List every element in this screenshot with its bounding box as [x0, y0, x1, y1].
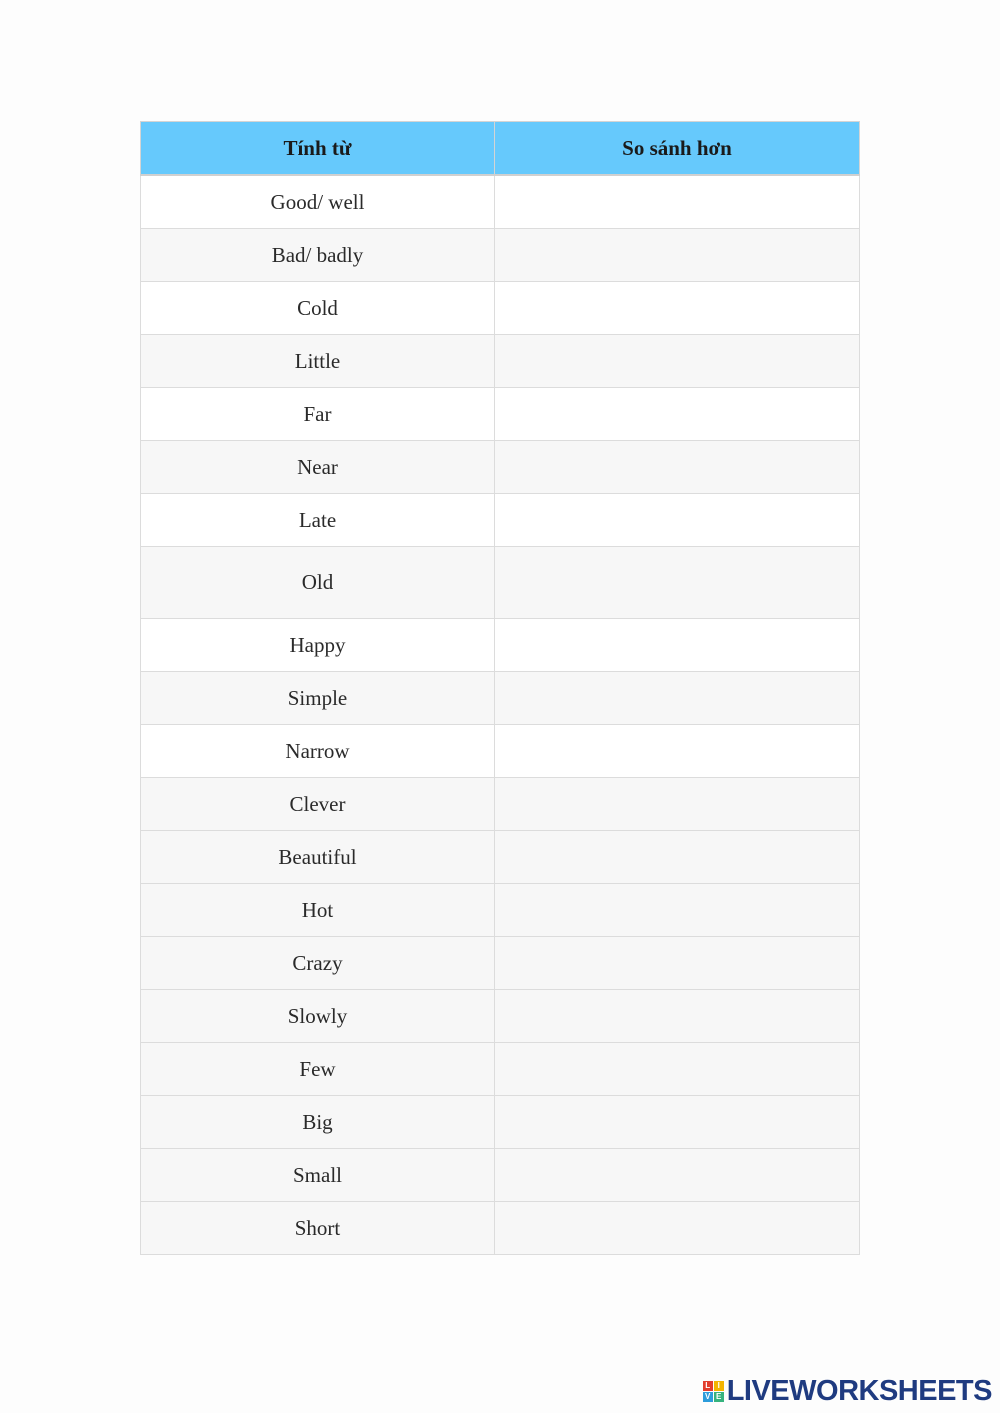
table-row	[141, 619, 860, 672]
answer-cell[interactable]	[495, 937, 860, 990]
adjective-cell: Happy	[141, 619, 495, 672]
table-row	[141, 1096, 860, 1149]
adjective-cell: Little	[141, 335, 495, 388]
table-row	[141, 335, 860, 388]
adjective-cell: Crazy	[141, 937, 495, 990]
answer-cell[interactable]	[495, 282, 860, 335]
table-row	[141, 388, 860, 441]
table-row	[141, 778, 860, 831]
column-header-adjective: Tính từ	[141, 122, 495, 176]
adjective-cell: Cold	[141, 282, 495, 335]
table-row	[141, 831, 860, 884]
table-row	[141, 1202, 860, 1255]
brand-name: LIVEWORKSHEETS	[726, 1375, 992, 1407]
adjective-cell: Good/ well	[141, 175, 495, 229]
answer-cell[interactable]	[495, 619, 860, 672]
answer-cell[interactable]	[495, 175, 860, 229]
adjective-cell: Hot	[141, 884, 495, 937]
adjective-cell: Beautiful	[141, 831, 495, 884]
liveworksheets-brand	[703, 1377, 992, 1406]
table-row	[141, 175, 860, 229]
logo-letter: I	[714, 1381, 724, 1391]
adjective-cell: Slowly	[141, 990, 495, 1043]
logo-letter: E	[714, 1392, 724, 1402]
liveworksheets-logo-icon	[703, 1381, 724, 1402]
table-row	[141, 990, 860, 1043]
answer-cell[interactable]	[495, 1043, 860, 1096]
adjective-cell: Short	[141, 1202, 495, 1255]
adjective-cell: Small	[141, 1149, 495, 1202]
answer-cell[interactable]	[495, 884, 860, 937]
answer-cell[interactable]	[495, 1149, 860, 1202]
table-row	[141, 282, 860, 335]
adjective-cell: Narrow	[141, 725, 495, 778]
answer-cell[interactable]	[495, 725, 860, 778]
answer-cell[interactable]	[495, 547, 860, 619]
adjective-cell: Few	[141, 1043, 495, 1096]
table-row	[141, 1149, 860, 1202]
answer-cell[interactable]	[495, 388, 860, 441]
table-row	[141, 672, 860, 725]
adjective-cell: Clever	[141, 778, 495, 831]
table-header-row	[141, 122, 860, 176]
adjective-cell: Old	[141, 547, 495, 619]
adjective-cell: Far	[141, 388, 495, 441]
table-row	[141, 884, 860, 937]
adjective-cell: Simple	[141, 672, 495, 725]
logo-letter: L	[703, 1381, 713, 1391]
table-row	[141, 937, 860, 990]
answer-cell[interactable]	[495, 229, 860, 282]
table-row	[141, 725, 860, 778]
table-row	[141, 1043, 860, 1096]
table-row	[141, 494, 860, 547]
answer-cell[interactable]	[495, 990, 860, 1043]
answer-cell[interactable]	[495, 441, 860, 494]
column-header-comparative: So sánh hơn	[495, 122, 860, 176]
comparative-table	[140, 121, 860, 1255]
table-row	[141, 229, 860, 282]
answer-cell[interactable]	[495, 1202, 860, 1255]
table-row	[141, 547, 860, 619]
adjective-cell: Late	[141, 494, 495, 547]
answer-cell[interactable]	[495, 831, 860, 884]
logo-letter: V	[703, 1392, 713, 1402]
table-row	[141, 441, 860, 494]
answer-cell[interactable]	[495, 335, 860, 388]
answer-cell[interactable]	[495, 494, 860, 547]
answer-cell[interactable]	[495, 1096, 860, 1149]
adjective-cell: Near	[141, 441, 495, 494]
answer-cell[interactable]	[495, 778, 860, 831]
answer-cell[interactable]	[495, 672, 860, 725]
adjective-cell: Bad/ badly	[141, 229, 495, 282]
adjective-cell: Big	[141, 1096, 495, 1149]
